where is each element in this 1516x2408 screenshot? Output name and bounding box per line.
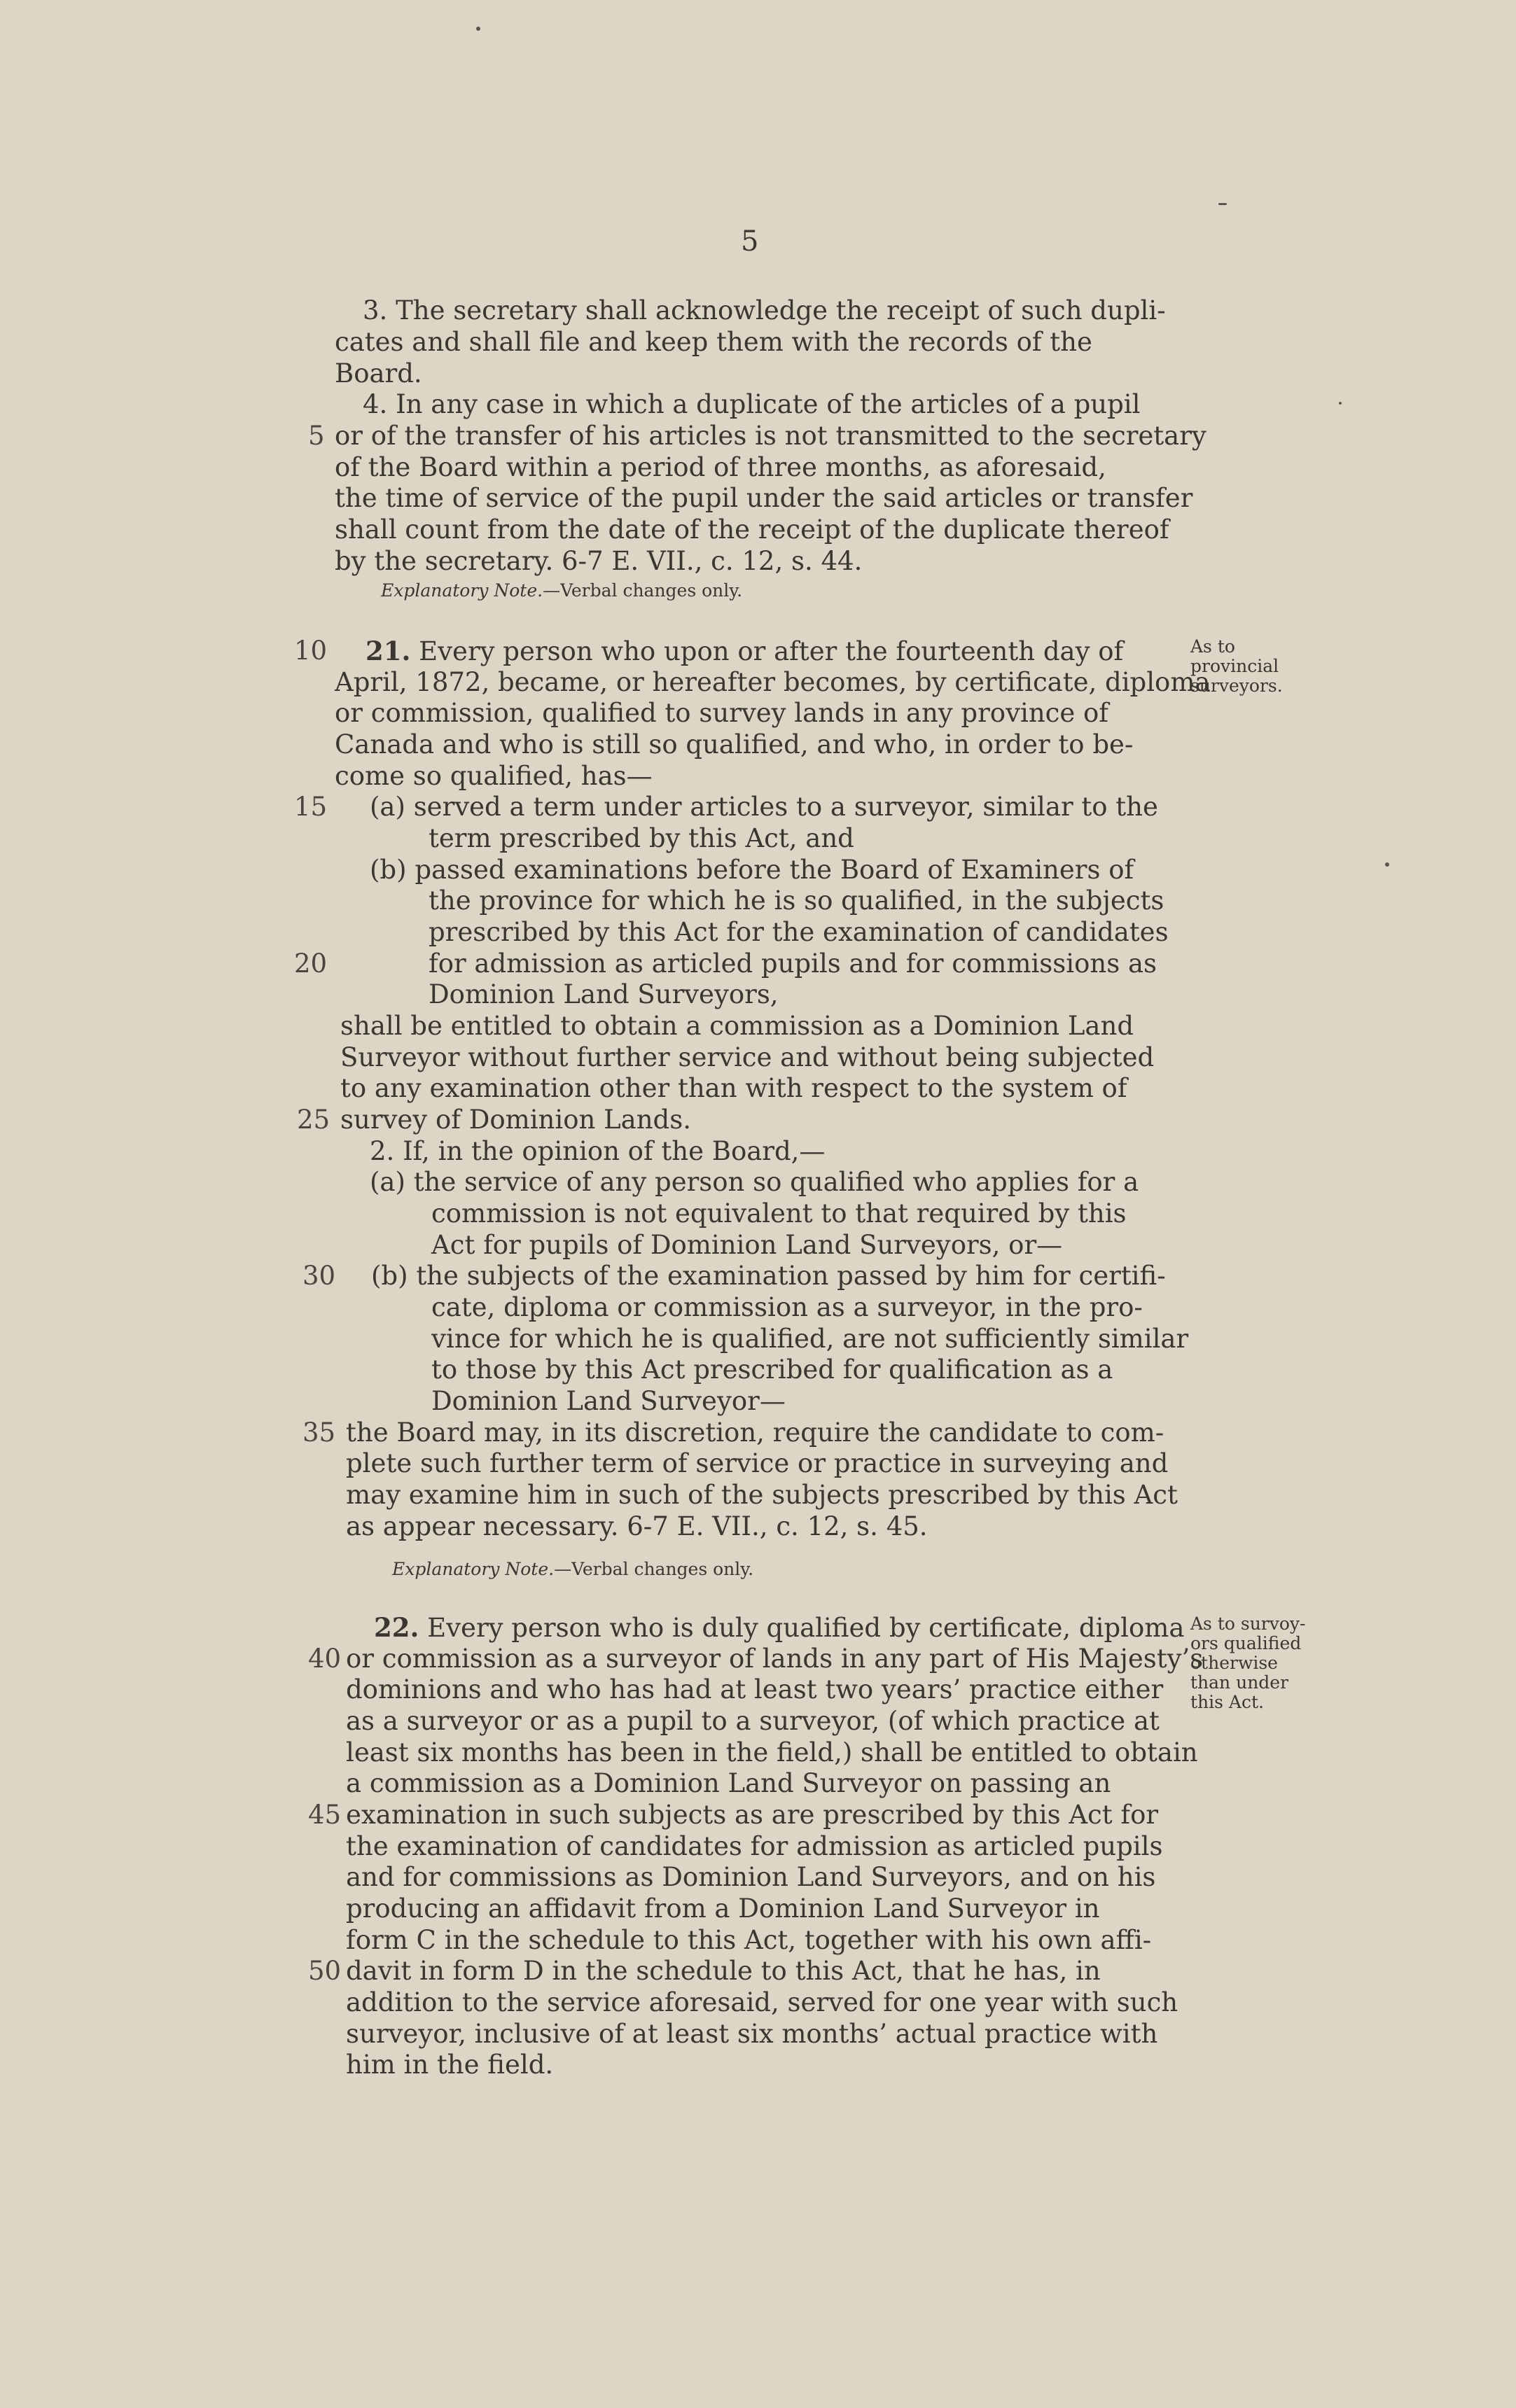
text-line: (b) passed examinations before the Board of Examiners of [370, 855, 1134, 885]
text-line: a commission as a Dominion Land Surveyor on passing an [346, 1768, 1111, 1798]
text-line: producing an affidavit from a Dominion Land Surveyor in [346, 1893, 1100, 1924]
text-line: to any examination other than with respect to the system of [340, 1073, 1127, 1103]
text-line: the time of service of the pupil under the said articles or transfer [335, 483, 1193, 513]
text-line: cates and shall file and keep them with the records of the [335, 327, 1092, 357]
line-number: 35 [302, 1418, 336, 1448]
text-line: 35 the Board may, in its discretion, require the candidate to com- [302, 1418, 1164, 1448]
text-line: commission is not equivalent to that required by this [431, 1198, 1127, 1228]
scan-speck [1339, 402, 1342, 405]
line-number: 50 [308, 1956, 342, 1986]
text-line: 50 davit in form D in the schedule to this Act, that he has, in [308, 1956, 1101, 1986]
explanatory-note: Explanatory Note.—Verbal changes only. [392, 1559, 754, 1579]
text-line: the province for which he is so qualified, in the subjects [429, 886, 1164, 916]
text-line: shall be entitled to obtain a commission as a Dominion Land [340, 1011, 1134, 1041]
text-line: term prescribed by this Act, and [429, 823, 854, 853]
text-line: 5 or of the transfer of his articles is not transmitted to the secretary [308, 421, 1206, 451]
text-line: shall count from the date of the receipt of the duplicate thereof [335, 514, 1169, 545]
text-line: as appear necessary. 6-7 E. VII., c. 12, s. 45. [346, 1511, 928, 1541]
text-line: of the Board within a period of three months, as aforesaid, [335, 452, 1106, 482]
text-line: surveyor, inclusive of at least six months’ actual practice with [346, 2019, 1158, 2049]
text-line: to those by this Act prescribed for qualification as a [431, 1354, 1113, 1385]
line-number: 40 [308, 1644, 342, 1674]
text-line: 2. If, in the opinion of the Board,— [370, 1136, 826, 1166]
explanatory-note: Explanatory Note.—Verbal changes only. [381, 580, 743, 601]
text-line: the examination of candidates for admission as articled pupils [346, 1831, 1163, 1861]
text-line: Dominion Land Surveyor— [431, 1386, 786, 1416]
text-line: 22. Every person who is duly qualified by certificate, diploma [374, 1612, 1185, 1643]
scan-speck [1218, 203, 1227, 205]
line-number: 25 [297, 1105, 331, 1135]
text-line: least six months has been in the field,) shall be entitled to obtain [346, 1737, 1198, 1768]
line-number: 5 [308, 421, 325, 451]
text-line: dominions and who has had at least two years’ practice either [346, 1674, 1164, 1704]
text-line: 30 (b) the subjects of the examination passed by him for certifi- [302, 1261, 1166, 1291]
text-line: 25 survey of Dominion Lands. [297, 1105, 691, 1135]
page-number: 5 [741, 225, 759, 258]
text-line: Canada and who is still so qualified, and who, in order to be- [335, 729, 1134, 760]
text-line: 45 examination in such subjects as are prescribed by this Act for [308, 1800, 1159, 1830]
text-line: as a surveyor or as a pupil to a surveyor, (of which practice at [346, 1706, 1160, 1736]
text-line: 3. The secretary shall acknowledge the receipt of such dupli- [363, 295, 1166, 326]
line-number: 10 [294, 636, 328, 666]
text-line: 20 for admission as articled pupils and for commissions as [294, 948, 1157, 979]
text-line: prescribed by this Act for the examination of candidates [429, 917, 1169, 947]
text-line: 4. In any case in which a duplicate of the articles of a pupil [363, 389, 1141, 419]
text-line: addition to the service aforesaid, served for one year with such [346, 1987, 1178, 2017]
text-line: vince for which he is qualified, are not sufficiently similar [431, 1324, 1189, 1354]
margin-note-provincial-surveyors: As to provincial surveyors. [1190, 636, 1283, 696]
text-line: (a) the service of any person so qualified who applies for a [370, 1167, 1139, 1197]
text-line: or commission, qualified to survey lands in any province of [335, 698, 1108, 728]
text-line: cate, diploma or commission as a surveyor, in the pro- [431, 1292, 1143, 1322]
line-number: 15 [294, 792, 328, 822]
text-line: 10 21. Every person who upon or after the fourteenth day of [294, 636, 1124, 666]
text-line: and for commissions as Dominion Land Surveyors, and on his [346, 1862, 1156, 1892]
text-line: by the secretary. 6-7 E. VII., c. 12, s. 44. [335, 546, 863, 576]
line-number: 20 [294, 948, 328, 979]
text-line: may examine him in such of the subjects prescribed by this Act [346, 1480, 1178, 1510]
text-line: April, 1872, became, or hereafter becomes, by certificate, diploma [335, 667, 1211, 697]
scan-speck [1385, 862, 1389, 867]
text-line: form C in the schedule to this Act, together with his own affi- [346, 1925, 1152, 1955]
text-line: Surveyor without further service and without being subjected [340, 1042, 1155, 1072]
text-line: 40 or commission as a surveyor of lands in any part of His Majesty’s [308, 1644, 1204, 1674]
scan-speck [476, 27, 480, 31]
text-line: him in the field. [346, 2050, 554, 2080]
text-line: Board. [335, 358, 422, 388]
text-line: plete such further term of service or practice in surveying and [346, 1448, 1169, 1478]
text-line: 15 (a) served a term under articles to a surveyor, similar to the [294, 792, 1158, 822]
section-number: 21. [366, 636, 411, 666]
text-line: Act for pupils of Dominion Land Surveyors, or— [431, 1230, 1063, 1260]
margin-note-surveyors-otherwise-qualified: As to survoy- ors qualified otherwise than under this Act. [1190, 1614, 1306, 1712]
line-number: 45 [308, 1800, 342, 1830]
text-line: Dominion Land Surveyors, [429, 979, 779, 1009]
line-number: 30 [302, 1261, 336, 1291]
section-number: 22. [374, 1612, 419, 1643]
text-line: come so qualified, has— [335, 761, 653, 791]
